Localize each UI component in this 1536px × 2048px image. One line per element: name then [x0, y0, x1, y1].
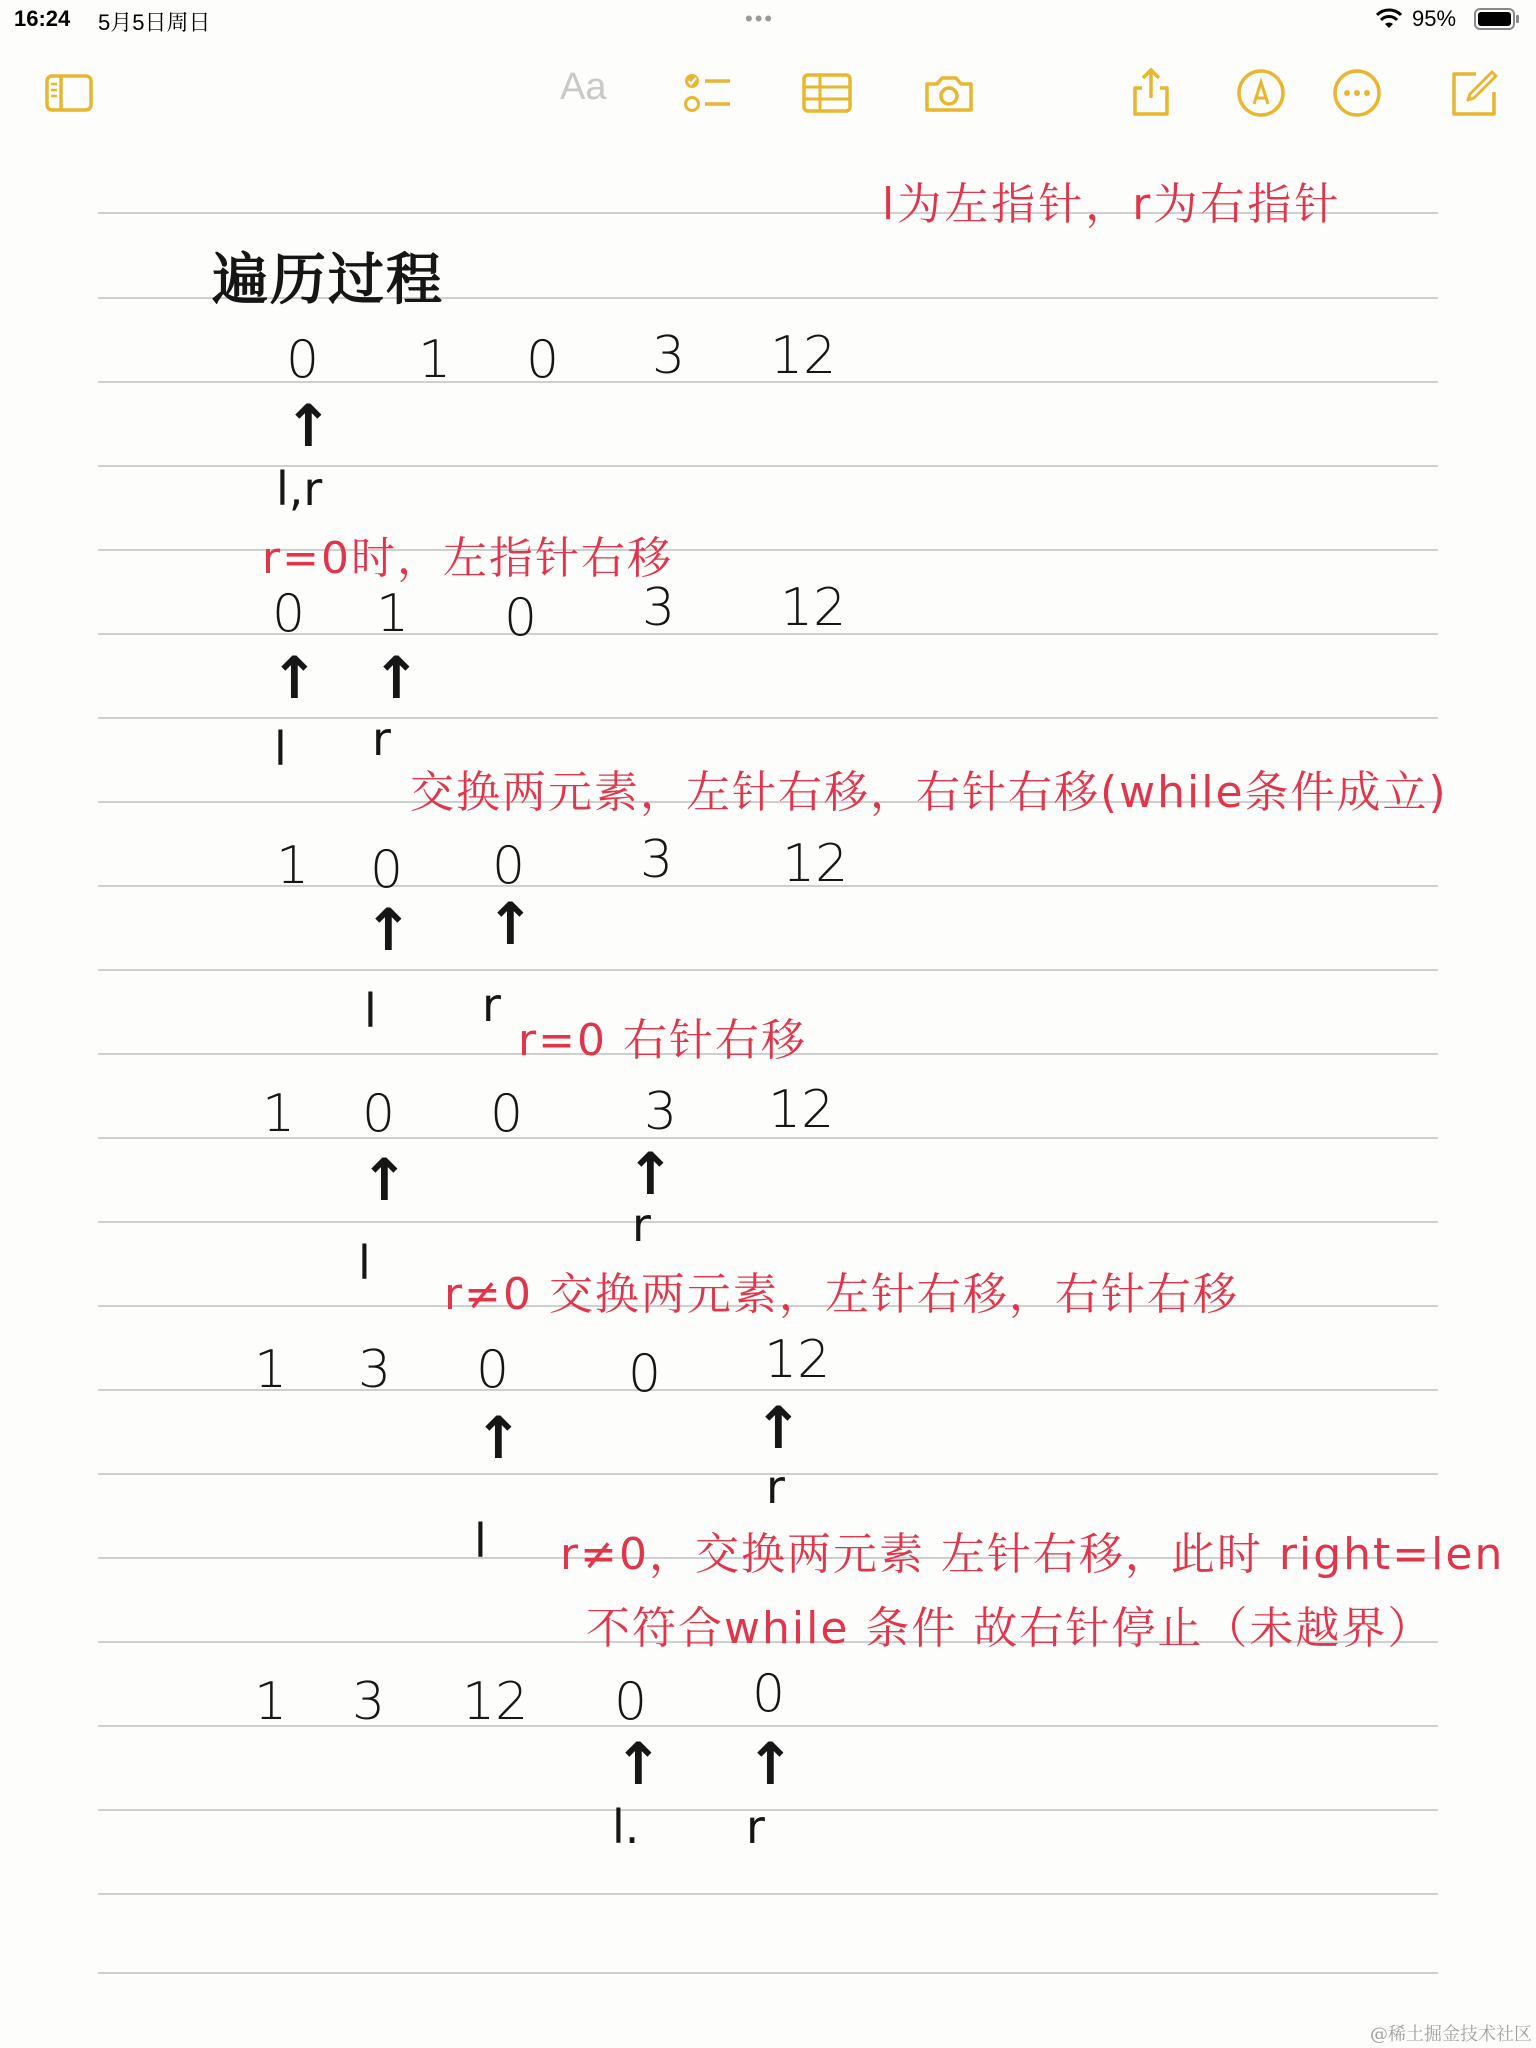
pointer-arrow: ↑ — [614, 1730, 663, 1798]
step-annotation: 交换两元素，左针右移，右针右移(while条件成立) — [410, 767, 1448, 818]
step-annotation: r=0时，左指针右移 — [262, 533, 673, 584]
pointer-label-r: r — [766, 1460, 785, 1514]
status-date: 5月5日周日 — [98, 10, 211, 35]
ruled-line — [98, 717, 1438, 719]
pointer-arrow: ↑ — [284, 392, 333, 460]
array-element: 12 — [462, 1672, 529, 1732]
array-element: 0 — [286, 330, 320, 390]
array-element: 0 — [526, 330, 560, 390]
pointer-label-r: r — [482, 978, 501, 1032]
pointer-arrow: ↑ — [746, 1730, 795, 1798]
ruled-line — [98, 1221, 1438, 1223]
pointer-arrow: ↑ — [372, 644, 421, 712]
watermark: @稀土掘金技术社区 — [1370, 2024, 1532, 2045]
step-annotation: 不符合while 条件 故右针停止（未越界） — [586, 1603, 1434, 1654]
array-element: 0 — [370, 840, 404, 900]
multitasking-dots[interactable]: ••• — [745, 6, 775, 31]
pointer-arrow: ↑ — [360, 1146, 409, 1214]
array-element: 3 — [352, 1672, 386, 1732]
pointer-label-r: r — [372, 712, 391, 766]
pointer-label-l: l. — [612, 1800, 640, 1854]
pointer-arrow: ↑ — [626, 1140, 675, 1208]
step-annotation: r≠0，交换两元素 左针右移，此时 right=len — [560, 1529, 1505, 1580]
array-element: 0 — [492, 836, 526, 896]
array-element: 12 — [780, 578, 847, 638]
pointer-legend: l为左指针，r为右指针 — [882, 179, 1342, 230]
array-element: 0 — [362, 1084, 396, 1144]
array-element: 0 — [504, 588, 538, 648]
pointer-label-l: l — [358, 1236, 371, 1290]
array-element: 1 — [254, 1672, 288, 1732]
pointer-label-r: r — [632, 1198, 651, 1252]
pointer-arrow: ↑ — [364, 896, 413, 964]
note-title: 遍历过程 — [212, 248, 444, 313]
format-text-button[interactable]: Aa — [560, 66, 607, 108]
pointer-label: l,r — [276, 462, 323, 516]
array-element: 3 — [640, 830, 674, 890]
array-element: 1 — [376, 584, 410, 644]
pointer-label-l: l — [364, 984, 377, 1038]
battery-percentage: 95% — [1412, 6, 1457, 31]
array-element: 0 — [476, 1340, 510, 1400]
array-element: 0 — [614, 1672, 648, 1732]
array-element: 1 — [276, 836, 310, 896]
array-element: 3 — [652, 326, 686, 386]
array-element: 0 — [628, 1344, 662, 1404]
pointer-label-l: l — [474, 1514, 487, 1568]
ruled-line — [98, 1725, 1438, 1727]
pointer-arrow: ↑ — [270, 644, 319, 712]
ruled-line — [98, 1893, 1438, 1895]
array-element: 3 — [358, 1340, 392, 1400]
array-element: 12 — [764, 1330, 831, 1390]
array-element: 3 — [644, 1082, 678, 1142]
array-element: 12 — [770, 326, 837, 386]
array-element: 12 — [768, 1080, 835, 1140]
ruled-line — [98, 1809, 1438, 1811]
array-element: 1 — [262, 1084, 296, 1144]
pointer-label-r: r — [746, 1800, 765, 1854]
array-element: 3 — [642, 578, 676, 638]
array-element: 12 — [782, 834, 849, 894]
pointer-arrow: ↑ — [754, 1394, 803, 1462]
ruled-line — [98, 1972, 1438, 1974]
array-element: 0 — [272, 584, 306, 644]
array-element: 0 — [752, 1664, 786, 1724]
step-annotation: r=0 右针右移 — [518, 1015, 807, 1066]
pointer-label-l: l — [274, 722, 287, 776]
array-element: 1 — [418, 330, 452, 390]
ruled-line — [98, 969, 1438, 971]
pointer-arrow: ↑ — [486, 890, 535, 958]
pointer-arrow: ↑ — [474, 1404, 523, 1472]
array-element: 1 — [254, 1340, 288, 1400]
step-annotation: r≠0 交换两元素，左针右移，右针右移 — [444, 1269, 1239, 1320]
array-element: 0 — [490, 1084, 524, 1144]
status-time: 16:24 — [14, 6, 71, 31]
